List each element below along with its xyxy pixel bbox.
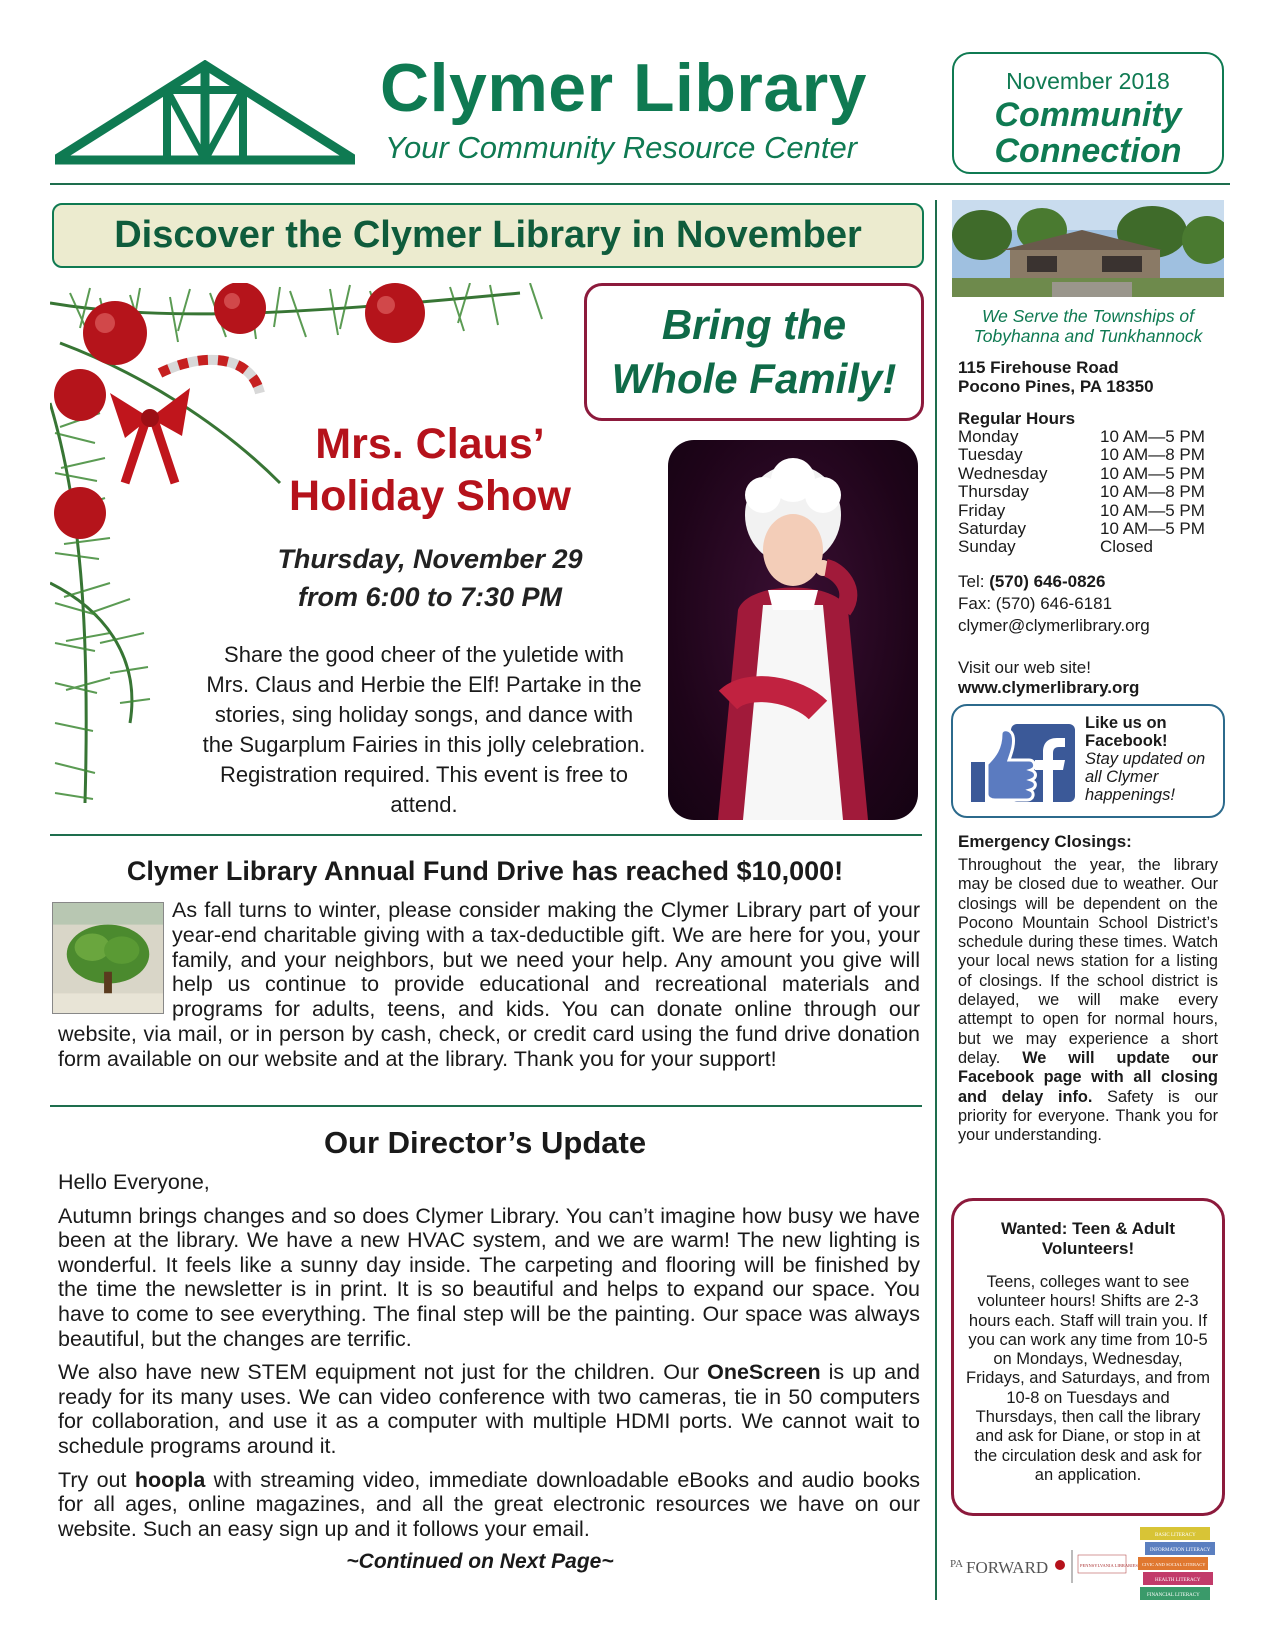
- website-link[interactable]: www.clymerlibrary.org: [958, 678, 1140, 697]
- hours-time: 10 AM—8 PM: [1100, 482, 1205, 502]
- library-address: [958, 358, 1224, 396]
- literacy-item: INFORMATION LITERACY: [1150, 1548, 1211, 1553]
- event-time: from 6:00 to 7:30 PM: [297, 582, 563, 612]
- paforward-pa: PA: [950, 1558, 964, 1570]
- hours-time: Closed: [1100, 537, 1153, 557]
- literacy-item: HEALTH LITERACY: [1155, 1578, 1201, 1583]
- emergency-body-bold: We will update our Facebook page with all closing and delay info.: [958, 1048, 1218, 1106]
- director-para2-b: is up and ready for its many uses. We can video conference with two cameras, tie in 50 computers for collaboration, and use it as a computer with multiple HDMI ports. We cannot wait to schedule programs around it.: [58, 1360, 920, 1458]
- hours-row-monday: [958, 428, 1224, 446]
- director-para1: Autumn brings changes and so does Clymer Library. You can’t imagine how busy we have been at the library. We have a new HVAC system, and we are warm! The new lighting is wonderful. It feels like a sunny day inside. The carpeting and flooring will be finished by the time the newsletter is in print. It is so beautiful and helps to expand our space. You have to come to see everything. The final step will be the painting. Our space was always beautiful, but the changes are terrific.: [58, 1203, 920, 1351]
- bring-family-text: [587, 298, 921, 406]
- hours-row-thursday: [958, 483, 1224, 501]
- volunteers-title: [954, 1219, 1222, 1259]
- paforward-dot-icon: [1055, 1560, 1065, 1570]
- hours-table: [958, 428, 1224, 557]
- emergency-body-a: Throughout the year, the library may be closed due to weather. Our closings will be dependent on the Pocono Mountain School District’s schedule during these times. Watch your local news station for a listing of closings. If the school district is delayed, we will make every attempt to open for normal hours, but we may experience a short delay.: [958, 856, 1218, 1067]
- event-datetime: [220, 540, 640, 616]
- facebook-like-icon: [967, 720, 1079, 806]
- service-area: [952, 306, 1224, 346]
- bring-family-callout: [584, 283, 924, 421]
- hours-day: Thursday: [958, 482, 1029, 502]
- pa-forward-logos: [950, 1525, 1230, 1605]
- volunteers-title-line2: Volunteers!: [1041, 1239, 1135, 1258]
- hours-time: 10 AM—8 PM: [1100, 445, 1205, 465]
- event-title-line2: Holiday Show: [289, 472, 571, 520]
- hours-row-tuesday: [958, 446, 1224, 464]
- emergency-body-b: Safety is our priority for everyone. Thank you for your understanding.: [958, 1087, 1218, 1145]
- hours-day: Friday: [958, 500, 1006, 520]
- issue-name-line1: Community: [994, 96, 1182, 134]
- website-info: [958, 658, 1224, 698]
- facebook-body: Stay updated on all Clymer happenings!: [1085, 750, 1206, 804]
- facebook-text: [1085, 714, 1221, 804]
- emergency-title: Emergency Closings:: [958, 832, 1132, 851]
- fund-tree-image: [52, 902, 164, 1014]
- bring-family-line2: Whole Family!: [611, 355, 897, 402]
- fund-drive-section: [58, 898, 920, 1072]
- director-heading: Our Director’s Update: [323, 1125, 647, 1160]
- hoopla-bold: hoopla: [134, 1467, 206, 1492]
- email-link[interactable]: clymer@clymerlibrary.org: [958, 616, 1150, 635]
- paforward-text: FORWARD: [966, 1558, 1049, 1577]
- hours-day: Tuesday: [958, 445, 1023, 465]
- banner-text: Discover the Clymer Library in November: [114, 214, 862, 256]
- hours-row-wednesday: [958, 465, 1224, 483]
- library-title: Clymer Library: [380, 50, 867, 126]
- issue-date: November 2018: [1006, 68, 1170, 94]
- event-description: Share the good cheer of the yuletide with Mrs. Claus and Herbie the Elf! Partake in the stories, sing holiday songs, and dance with the Sugarplum Fairies in this jolly celebration. Registration required. This event is free to attend.: [202, 642, 646, 817]
- mrs-claus-photo: [668, 440, 918, 820]
- hours-day: Saturday: [958, 519, 1027, 539]
- volunteers-title-line1: Wanted: Teen & Adult: [1000, 1219, 1176, 1238]
- director-greeting: Hello Everyone,: [58, 1170, 210, 1194]
- hours-time: 10 AM—5 PM: [1100, 500, 1205, 520]
- facebook-title-line1: Like us on: [1085, 714, 1167, 732]
- issue-name-line2: Connection: [994, 132, 1182, 170]
- event-title-line1: Mrs. Claus’: [315, 420, 545, 468]
- event-date: Thursday, November 29: [277, 544, 583, 574]
- director-para3-b: with streaming video, immediate downloadable eBooks and audio books for all ages, online magazines, and all the great electronic resources we have on our website. Such an easy sign up and it follows your email.: [58, 1467, 920, 1541]
- tel-number: (570) 646-0826: [989, 572, 1106, 591]
- hours-title: Regular Hours: [958, 409, 1076, 428]
- library-logo: [55, 60, 355, 170]
- volunteers-body: Teens, colleges want to see volunteer hours! Shifts are 2-3 hours each. Staff will train you. If you can work any time from 10-5 on Mondays, Wednesday, Fridays, and Saturdays, and from 10-8 on Tuesdays and Thursdays, then call the library and ask for Diane, or stop in at the circulation desk and ask for an application.: [966, 1273, 1210, 1484]
- director-para2: [58, 1360, 920, 1458]
- section-divider-2: [50, 1105, 922, 1107]
- fax: Fax: (570) 646-6181: [958, 594, 1113, 613]
- contact-info: [958, 571, 1224, 637]
- continued-note: ~Continued on Next Page~: [346, 1550, 614, 1573]
- fund-drive-body: As fall turns to winter, please consider making the Clymer Library part of your year-end charitable giving with a tax-deductible gift. We are here for you, your family, and your neighbors, but we need your help. Any amount you give will help us continue to provide educational and recreational materials and programs for adults, teens, and kids. You can donate online through our website, via mail, or in person by cash, check, or credit card using the fund drive donation form available on our website and at the library. Thank you for your support!: [58, 898, 920, 1071]
- literacy-item: FINANCIAL LITERACY: [1147, 1593, 1200, 1598]
- bring-family-line1: Bring the: [661, 301, 847, 348]
- library-building-photo: [952, 200, 1224, 297]
- hours-time: 10 AM—5 PM: [1100, 427, 1205, 446]
- hours-row-friday: [958, 502, 1224, 520]
- issue-name: [954, 97, 1222, 169]
- pa-libraries-text: PENNSYLVANIA LIBRARIES: [1080, 1563, 1138, 1568]
- hours-row-sunday: [958, 538, 1224, 556]
- facebook-title-line2: Facebook!: [1085, 732, 1168, 750]
- director-para3-a: Try out: [58, 1467, 135, 1492]
- literacy-stack-icon: [1138, 1527, 1215, 1600]
- address-line2: Pocono Pines, PA 18350: [958, 377, 1154, 396]
- emergency-body: [958, 856, 1218, 1145]
- column-divider: [935, 200, 937, 1600]
- hours-day: Monday: [958, 427, 1019, 446]
- service-area-line2: Tobyhanna and Tunkhannock: [973, 326, 1203, 346]
- hours-time: 10 AM—5 PM: [1100, 463, 1205, 483]
- director-body: [58, 1170, 920, 1550]
- director-para2-a: We also have new STEM equipment not just for the children. Our: [58, 1360, 708, 1385]
- literacy-item: CIVIC AND SOCIAL LITERACY: [1142, 1562, 1206, 1567]
- hours-row-saturday: [958, 520, 1224, 538]
- section-divider-1: [50, 834, 922, 836]
- literacy-item: BASIC LITERACY: [1155, 1533, 1196, 1538]
- director-para3: [58, 1468, 920, 1542]
- facebook-callout[interactable]: [951, 704, 1225, 818]
- volunteers-callout: [951, 1198, 1225, 1516]
- address-line1: 115 Firehouse Road: [958, 358, 1119, 377]
- library-tagline: Your Community Resource Center: [385, 130, 858, 165]
- november-banner: [52, 203, 924, 268]
- hours-day: Wednesday: [958, 463, 1048, 483]
- web-prompt: Visit our web site!: [958, 658, 1091, 677]
- onescreen-bold: OneScreen: [707, 1360, 821, 1385]
- hours-time: 10 AM—5 PM: [1100, 519, 1205, 539]
- telephone: [958, 571, 1224, 593]
- tel-label: Tel:: [958, 572, 990, 591]
- header-divider: [50, 183, 1230, 185]
- issue-box: [952, 52, 1224, 174]
- hours-day: Sunday: [958, 537, 1016, 557]
- service-area-line1: We Serve the Townships of: [981, 306, 1195, 326]
- fund-drive-heading: Clymer Library Annual Fund Drive has reached $10,000!: [126, 856, 844, 886]
- event-title: [230, 418, 630, 522]
